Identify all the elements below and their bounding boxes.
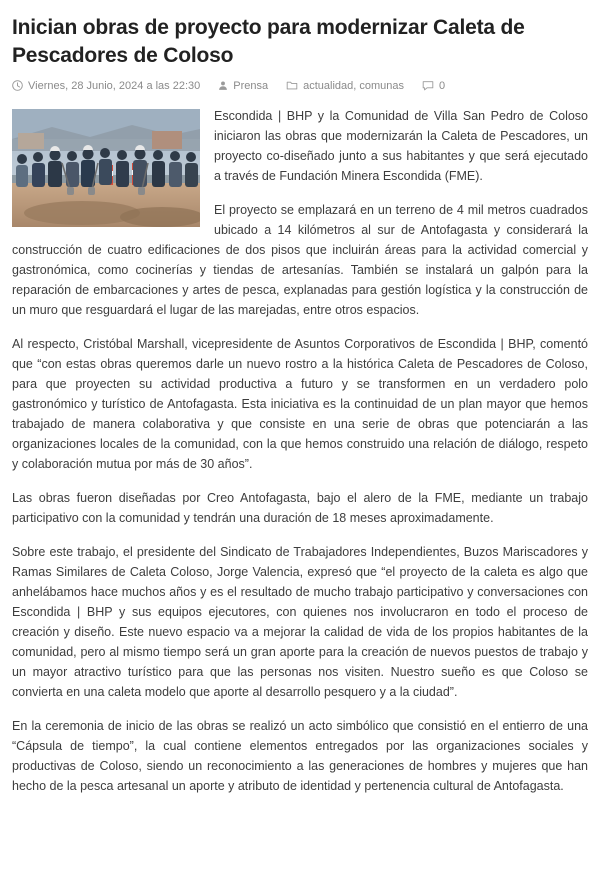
meta-date-text: Viernes, 28 Junio, 2024 a las 22:30	[28, 80, 201, 92]
article-body	[12, 106, 588, 810]
meta-author-text[interactable]: Prensa	[233, 80, 269, 92]
clock-icon	[12, 80, 23, 92]
article-paragraph: El proyecto se emplazará en un terreno de 4 mil metros cuadrados ubicado a 14 kilómetros al sur de Antofagasta y considerará la construcción de cuatro edificaciones de dos pisos que incluirán áreas para la actividad comercial y gastronómica, como cocinerías y tiendas de artesanías. También se instalará un galpón para la reparación de embarcaciones y artes de pesca, explanadas para gestión logística y la construcción de un muro que resguardará el lugar de las marejadas, entre otros espacios.	[12, 203, 588, 317]
page-title: Inician obras de proyecto para modernizar Caleta de Pescadores de Coloso	[12, 16, 525, 67]
folder-icon	[286, 80, 298, 92]
article-paragraph: Las obras fueron diseñadas por Creo Antofagasta, bajo el alero de la FME, mediante un trabajo participativo con la comunidad y tendrán una duración de 18 meses aproximadamente.	[12, 491, 588, 525]
article-photo	[12, 109, 200, 227]
article-paragraph: Al respecto, Cristóbal Marshall, vicepresidente de Asuntos Corporativos de Escondida | BHP, comentó que “con estas obras queremos darle un nuevo rostro a la histórica Caleta de Pescadores de Coloso, para que proyecten su actividad productiva a futuro y se transformen en un verdadero polo gastronómico y turístico de Antofagasta. Esta iniciativa es la continuidad de un plan mayor que hemos trabajado de manera colaborativa y que consiste en una serie de obras que potenciarán a las organizaciones locales de la comunidad, con la que hemos construido una relación de diálogo, respeto y colaboración mutua por más de 30 años”.	[12, 337, 588, 471]
article-paragraph: Sobre este trabajo, el presidente del Sindicato de Trabajadores Independientes, Buzos Mariscadores y Ramas Similares de Caleta Coloso, Jorge Valencia, expresó que “el proyecto de la caleta es algo que anhelábamos hace muchos años y es el resultado de mucho trabajo participativo y conversaciones con Escondida | BHP y sus equipos ejecutores, con quienes nos involucraron en todo el proceso de creación y diseño. Este nuevo espacio va a mejorar la calidad de vida de los propios habitantes de la comunidad, pero al mismo tiempo será un gran aporte para la creación de nuevos puestos de trabajo y un mayor atractivo turístico para que las personas nos visiten. Nuestro sueño es que Coloso se convierta en una caleta modelo que aporte al desarrollo pesquero y a la ciudad”.	[12, 545, 588, 699]
article-paragraph: En la ceremonia de inicio de las obras se realizó un acto simbólico que consistió en el entierro de una “Cápsula de tiempo”, la cual contiene elementos entregados por las organizaciones sociales y productivas de Coloso, siendo un reconocimiento a las generaciones de hombres y mujeres que han hecho de la pesca artesanal un aporte y atributo de identidad y pertenencia cultural de Antofagasta.	[12, 719, 588, 793]
meta-categories-text[interactable]: actualidad, comunas	[303, 80, 405, 92]
meta-comments[interactable]	[422, 80, 445, 92]
article-paragraph: Escondida | BHP y la Comunidad de Villa San Pedro de Coloso iniciaron las obras que modernizarán la Caleta de Pescadores, un proyecto co-diseñado junto a sus habitantes y que será ejecutado a través de Fundación Minera Escondida (FME).	[214, 109, 588, 183]
user-icon	[218, 80, 228, 92]
article-figure	[12, 109, 200, 227]
article-meta	[12, 80, 588, 92]
comment-icon	[422, 80, 434, 92]
meta-author[interactable]	[218, 80, 268, 92]
meta-comments-count: 0	[439, 80, 446, 92]
meta-categories[interactable]	[286, 80, 404, 92]
meta-date	[12, 80, 200, 92]
